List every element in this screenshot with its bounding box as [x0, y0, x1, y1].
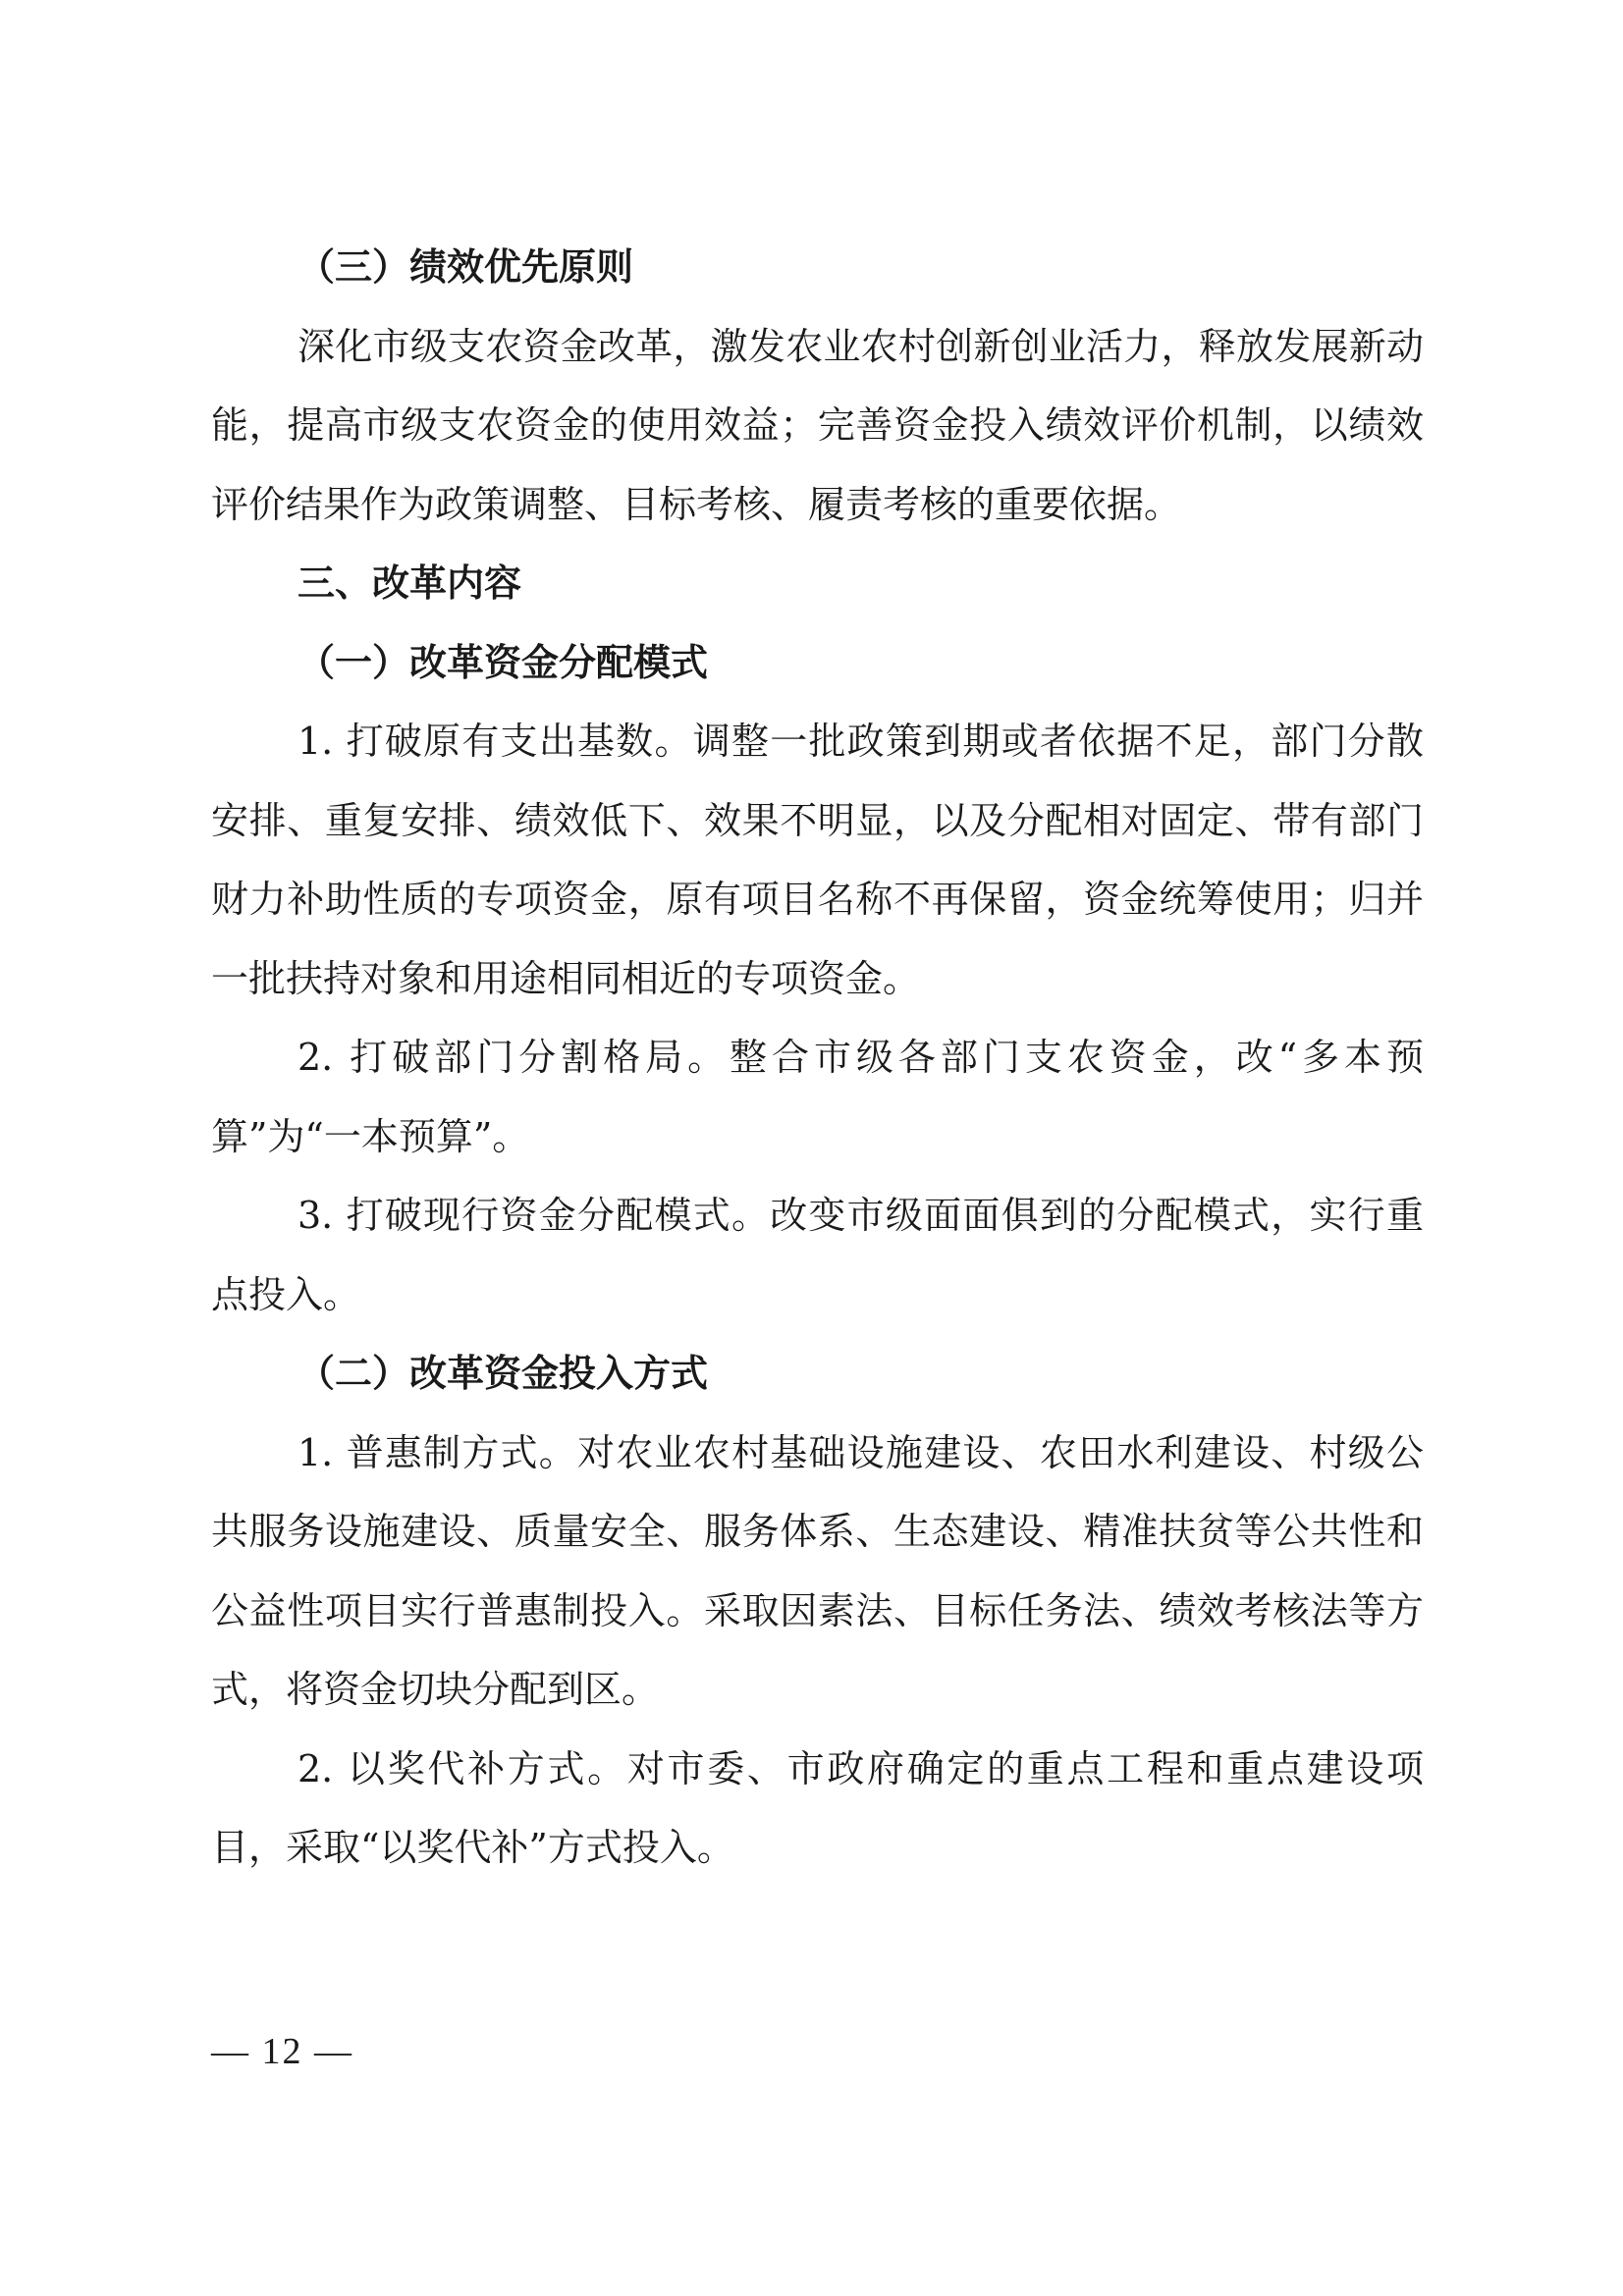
paragraph-break-allocation-mode: 3. 打破现行资金分配模式。改变市级面面俱到的分配模式，实行重点投入。 — [211, 1194, 1424, 1316]
section-heading-performance-priority: （三）绩效优先原则 — [298, 244, 634, 289]
paragraph-break-department-split: 2. 打破部门分割格局。整合市级各部门支农资金，改“多本预算”为“一本预算”。 — [211, 1036, 1424, 1158]
page-number: — 12 — — [211, 2031, 353, 2072]
paragraph-reward-subsidy: 2. 以奖代补方式。对市委、市政府确定的重点工程和重点建设项目，采取“以奖代补”方式投入。 — [211, 1746, 1424, 1869]
section-heading-investment-method: （二）改革资金投入方式 — [298, 1351, 709, 1395]
paragraph-performance-priority: 深化市级支农资金改革，激发农业农村创新创业活力，释放发展新动能，提高市级支农资金的使用效益；完善资金投入绩效评价机制，以绩效评价结果作为政策调整、目标考核、履责考核的重要依据。 — [211, 324, 1424, 526]
document-body — [211, 228, 1424, 1888]
chapter-heading-reform-content: 三、改革内容 — [298, 561, 522, 605]
section-heading-fund-allocation: （一）改革资金分配模式 — [298, 639, 709, 684]
paragraph-break-baseline: 1. 打破原有支出基数。调整一批政策到期或者依据不足，部门分散安排、重复安排、绩效低下、效果不明显，以及分配相对固定、带有部门财力补助性质的专项资金，原有项目名称不再保留，资金统筹使用；归并一批扶持对象和用途相同相近的专项资金。 — [211, 720, 1424, 1000]
paragraph-universal-benefit: 1. 普惠制方式。对农业农村基础设施建设、农田水利建设、村级公共服务设施建设、质量安全、服务体系、生态建设、精准扶贫等公共性和公益性项目实行普惠制投入。采取因素法、目标任务法、绩效考核法等方式，将资金切块分配到区。 — [211, 1430, 1424, 1711]
